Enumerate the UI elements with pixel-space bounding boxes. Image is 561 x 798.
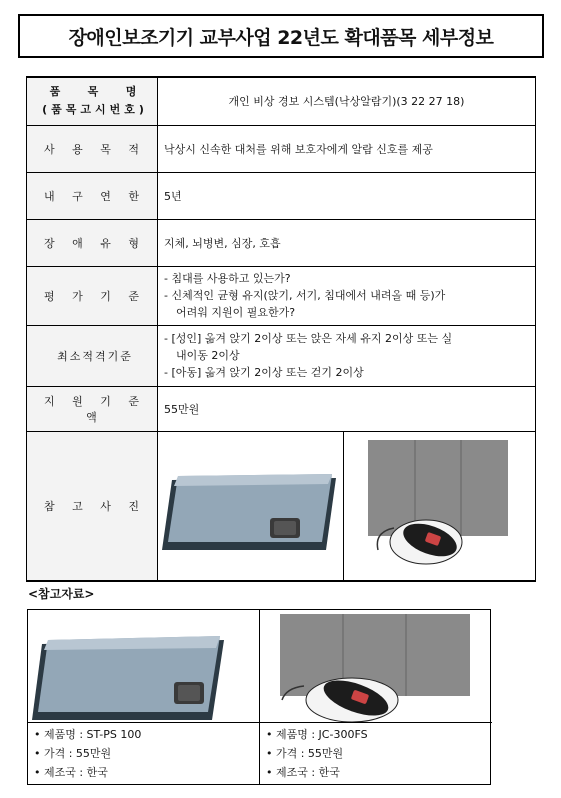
eligibility-line-3: - [아동] 옮겨 앉기 2이상 또는 걷기 2이상 <box>164 366 364 379</box>
label-eval-criteria: 평 가 기 준 <box>27 266 158 325</box>
page-title: 장애인보조기기 교부사업 22년도 확대품목 세부정보 <box>18 14 544 58</box>
reference-heading: <참고자료> <box>28 587 95 601</box>
eligibility-line-2: 내이동 2이상 <box>176 349 240 362</box>
eval-line-1: - 침대를 사용하고 있는가? <box>164 272 291 285</box>
eval-line-3: 어려워 지원이 필요한가? <box>176 306 296 319</box>
lifespan-value: 5년 <box>158 172 536 219</box>
reference-box <box>27 609 491 785</box>
blue-mat-image <box>158 432 342 577</box>
product-1-name: • 제품명 : ST-PS 100 <box>34 728 142 741</box>
eval-line-2: - 신체적인 균형 유지(앉기, 서기, 침대에서 내려올 때 등)가 <box>164 289 446 302</box>
label-support-amount: 지 원 기 준 액 <box>27 386 158 431</box>
label-product-name <box>27 77 158 125</box>
label-product-name-line2: (품목고시번호) <box>42 103 148 117</box>
reference-info-1 <box>28 723 259 784</box>
reference-image-1 <box>28 610 259 723</box>
product-name-value: 개인 비상 경보 시스템(낙상알람기)(3 22 27 18) <box>158 77 536 125</box>
product-2-name: • 제품명 : JC-300FS <box>266 728 368 741</box>
label-min-eligibility: 최소적격기준 <box>27 325 158 386</box>
gray-mat-image <box>344 432 534 577</box>
blue-mat-image-large <box>28 610 259 723</box>
label-ref-photo: 참 고 사 진 <box>27 431 158 581</box>
product-2-country: • 제조국 : 한국 <box>266 766 340 779</box>
label-lifespan: 내 구 연 한 <box>27 172 158 219</box>
ref-photo-1 <box>158 431 344 581</box>
support-amount-value: 55만원 <box>158 386 536 431</box>
ref-photo-2 <box>344 431 536 581</box>
disability-type-value: 지체, 뇌병변, 심장, 호흡 <box>158 219 536 266</box>
min-eligibility-value <box>158 325 536 386</box>
purpose-value: 낙상시 신속한 대처를 위해 보호자에게 알람 신호를 제공 <box>158 125 536 172</box>
reference-product-2 <box>260 610 492 784</box>
eval-criteria-value <box>158 266 536 325</box>
reference-image-2 <box>260 610 492 723</box>
eligibility-line-1: - [성인] 옮겨 앉기 2이상 또는 앉은 자세 유지 2이상 또는 실 <box>164 332 453 345</box>
reference-info-2 <box>260 723 492 784</box>
product-1-price: • 가격 : 55만원 <box>34 747 112 760</box>
reference-product-1 <box>28 610 260 784</box>
product-1-country: • 제조국 : 한국 <box>34 766 108 779</box>
gray-mat-image-large <box>260 610 492 723</box>
spec-table <box>26 76 536 582</box>
label-disability-type: 장 애 유 형 <box>27 219 158 266</box>
label-product-name-line1: 품 목 명 <box>49 85 141 99</box>
label-purpose: 사 용 목 적 <box>27 125 158 172</box>
product-2-price: • 가격 : 55만원 <box>266 747 344 760</box>
